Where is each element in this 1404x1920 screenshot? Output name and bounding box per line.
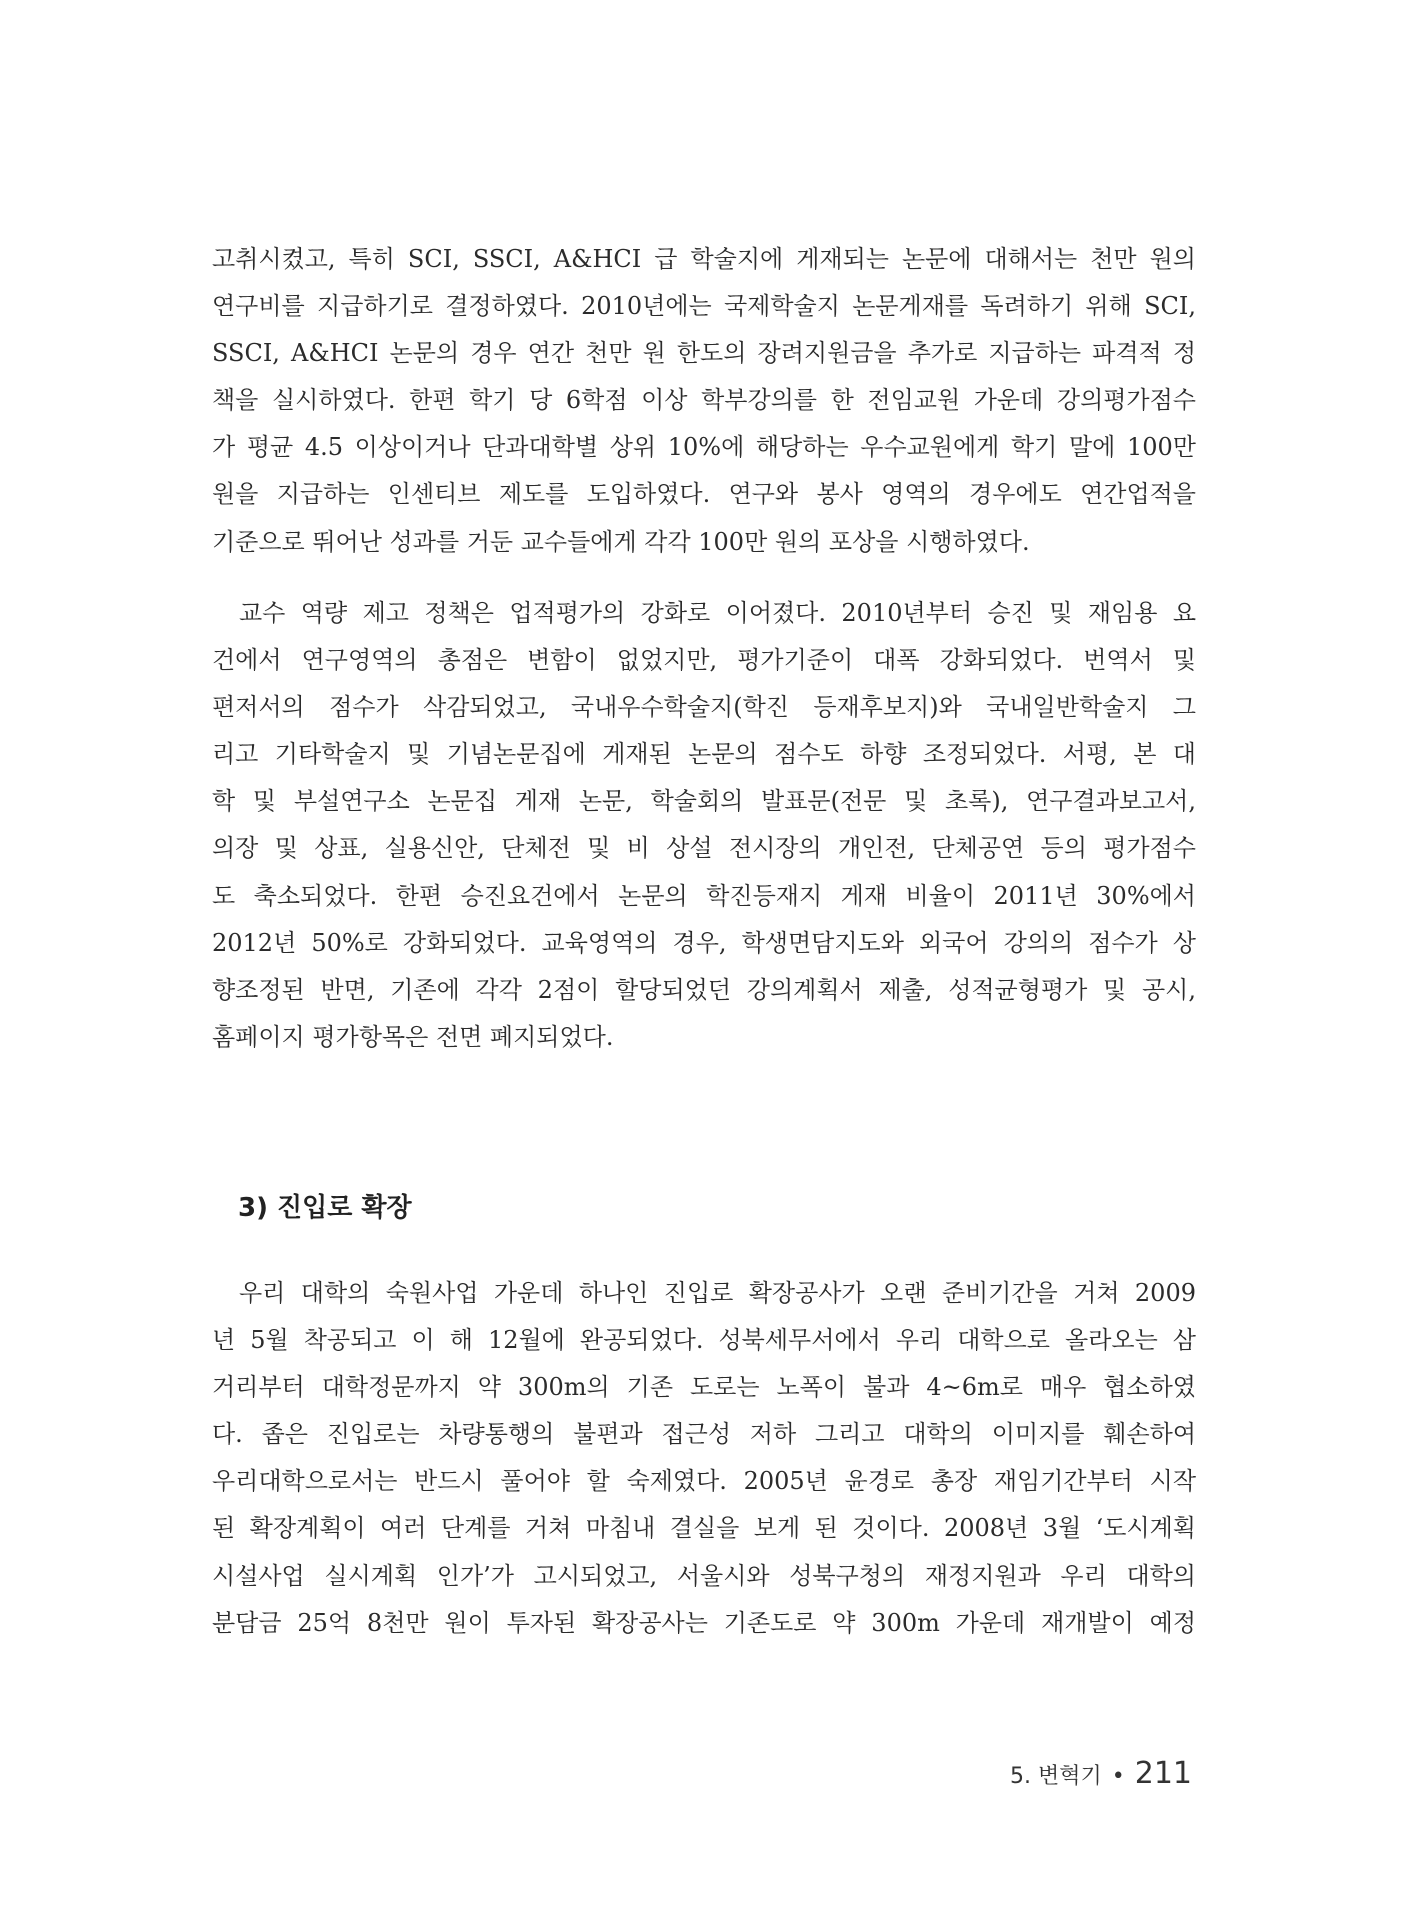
text-line: 건에서 연구영역의 총점은 변함이 없었지만, 평가기준이 대폭 강화되었다. 번역서 및 [212, 646, 1196, 675]
text-line: 고취시켰고, 특히 SCI, SSCI, A&HCI 급 학술지에 게재되는 논문에 대해서는 천만 원의 [212, 245, 1196, 273]
text-line: 향조정된 반면, 기존에 각각 2점이 할당되었던 강의계획서 제출, 성적균형평가 및 공시, [212, 975, 1196, 1004]
text-line: 다. 좁은 진입로는 차량통행의 불편과 접근성 저하 그리고 대학의 이미지를 훼손하여 [212, 1420, 1196, 1449]
text-line: 교수 역량 제고 정책은 업적평가의 강화로 이어졌다. 2010년부터 승진 및 재임용 요 [239, 599, 1196, 627]
paragraph-road-expansion [212, 1270, 1196, 1647]
text-line: 원을 지급하는 인센티브 제도를 도입하였다. 연구와 봉사 영역의 경우에도 연간업적을 [212, 480, 1196, 509]
text-line: 가 평균 4.5 이상이거나 단과대학별 상위 10%에 해당하는 우수교원에게 학기 말에 100만 [212, 433, 1196, 462]
text-line: 2012년 50%로 강화되었다. 교육영역의 경우, 학생면담지도와 외국어 강의의 점수가 상 [212, 928, 1196, 957]
text-line: 우리 대학의 숙원사업 가운데 하나인 진입로 확장공사가 오랜 준비기간을 거쳐 2009 [239, 1279, 1196, 1307]
paragraph-evaluation-reform [212, 590, 1196, 1061]
chapter-label: 5. 변혁기 [1010, 1764, 1102, 1789]
page-footer [1010, 1754, 1192, 1798]
text-line: 편저서의 점수가 삭감되었고, 국내우수학술지(학진 등재후보지)와 국내일반학술지 그 [212, 693, 1196, 722]
text-line: 기준으로 뛰어난 성과를 거둔 교수들에게 각각 100만 원의 포상을 시행하였다. [212, 527, 1030, 556]
text-line: 분담금 25억 8천만 원이 투자된 확장공사는 기존도로 약 300m 가운데 재개발이 예정 [212, 1608, 1196, 1637]
text-line: 책을 실시하였다. 한편 학기 당 6학점 이상 학부강의를 한 전임교원 가운데 강의평가점수 [212, 386, 1196, 415]
text-line: 우리대학으로서는 반드시 풀어야 할 숙제였다. 2005년 윤경로 총장 재임기간부터 시작 [212, 1467, 1196, 1496]
text-line: 연구비를 지급하기로 결정하였다. 2010년에는 국제학술지 논문게재를 독려하기 위해 SCI, [212, 292, 1196, 321]
text-line: 된 확장계획이 여러 단계를 거쳐 마침내 결실을 보게 된 것이다. 2008년 3월 ‘도시계획 [212, 1514, 1196, 1543]
text-line: 도 축소되었다. 한편 승진요건에서 논문의 학진등재지 게재 비율이 2011년 30%에서 [212, 881, 1196, 910]
paragraph-faculty-incentives [212, 236, 1196, 566]
text-line: 홈페이지 평가항목은 전면 폐지되었다. [212, 1022, 614, 1051]
footer-bullet: • [1111, 1764, 1125, 1789]
section-heading: 3) 진입로 확장 [238, 1193, 412, 1223]
text-line: SSCI, A&HCI 논문의 경우 연간 천만 원 한도의 장려지원금을 추가로 지급하는 파격적 정 [212, 339, 1196, 368]
text-line: 의장 및 상표, 실용신안, 단체전 및 비 상설 전시장의 개인전, 단체공연 등의 평가점수 [212, 834, 1196, 863]
text-line: 리고 기타학술지 및 기념논문집에 게재된 논문의 점수도 하향 조정되었다. 서평, 본 대 [212, 740, 1196, 769]
text-line: 학 및 부설연구소 논문집 게재 논문, 학술회의 발표문(전문 및 초록), 연구결과보고서, [212, 787, 1196, 816]
text-line: 시설사업 실시계획 인가’가 고시되었고, 서울시와 성북구청의 재정지원과 우리 대학의 [212, 1561, 1196, 1590]
text-line: 거리부터 대학정문까지 약 300m의 기존 도로는 노폭이 불과 4~6m로 매우 협소하였 [212, 1373, 1196, 1402]
page-number: 211 [1134, 1756, 1192, 1791]
text-line: 년 5월 착공되고 이 해 12월에 완공되었다. 성북세무서에서 우리 대학으로 올라오는 삼 [212, 1326, 1196, 1355]
